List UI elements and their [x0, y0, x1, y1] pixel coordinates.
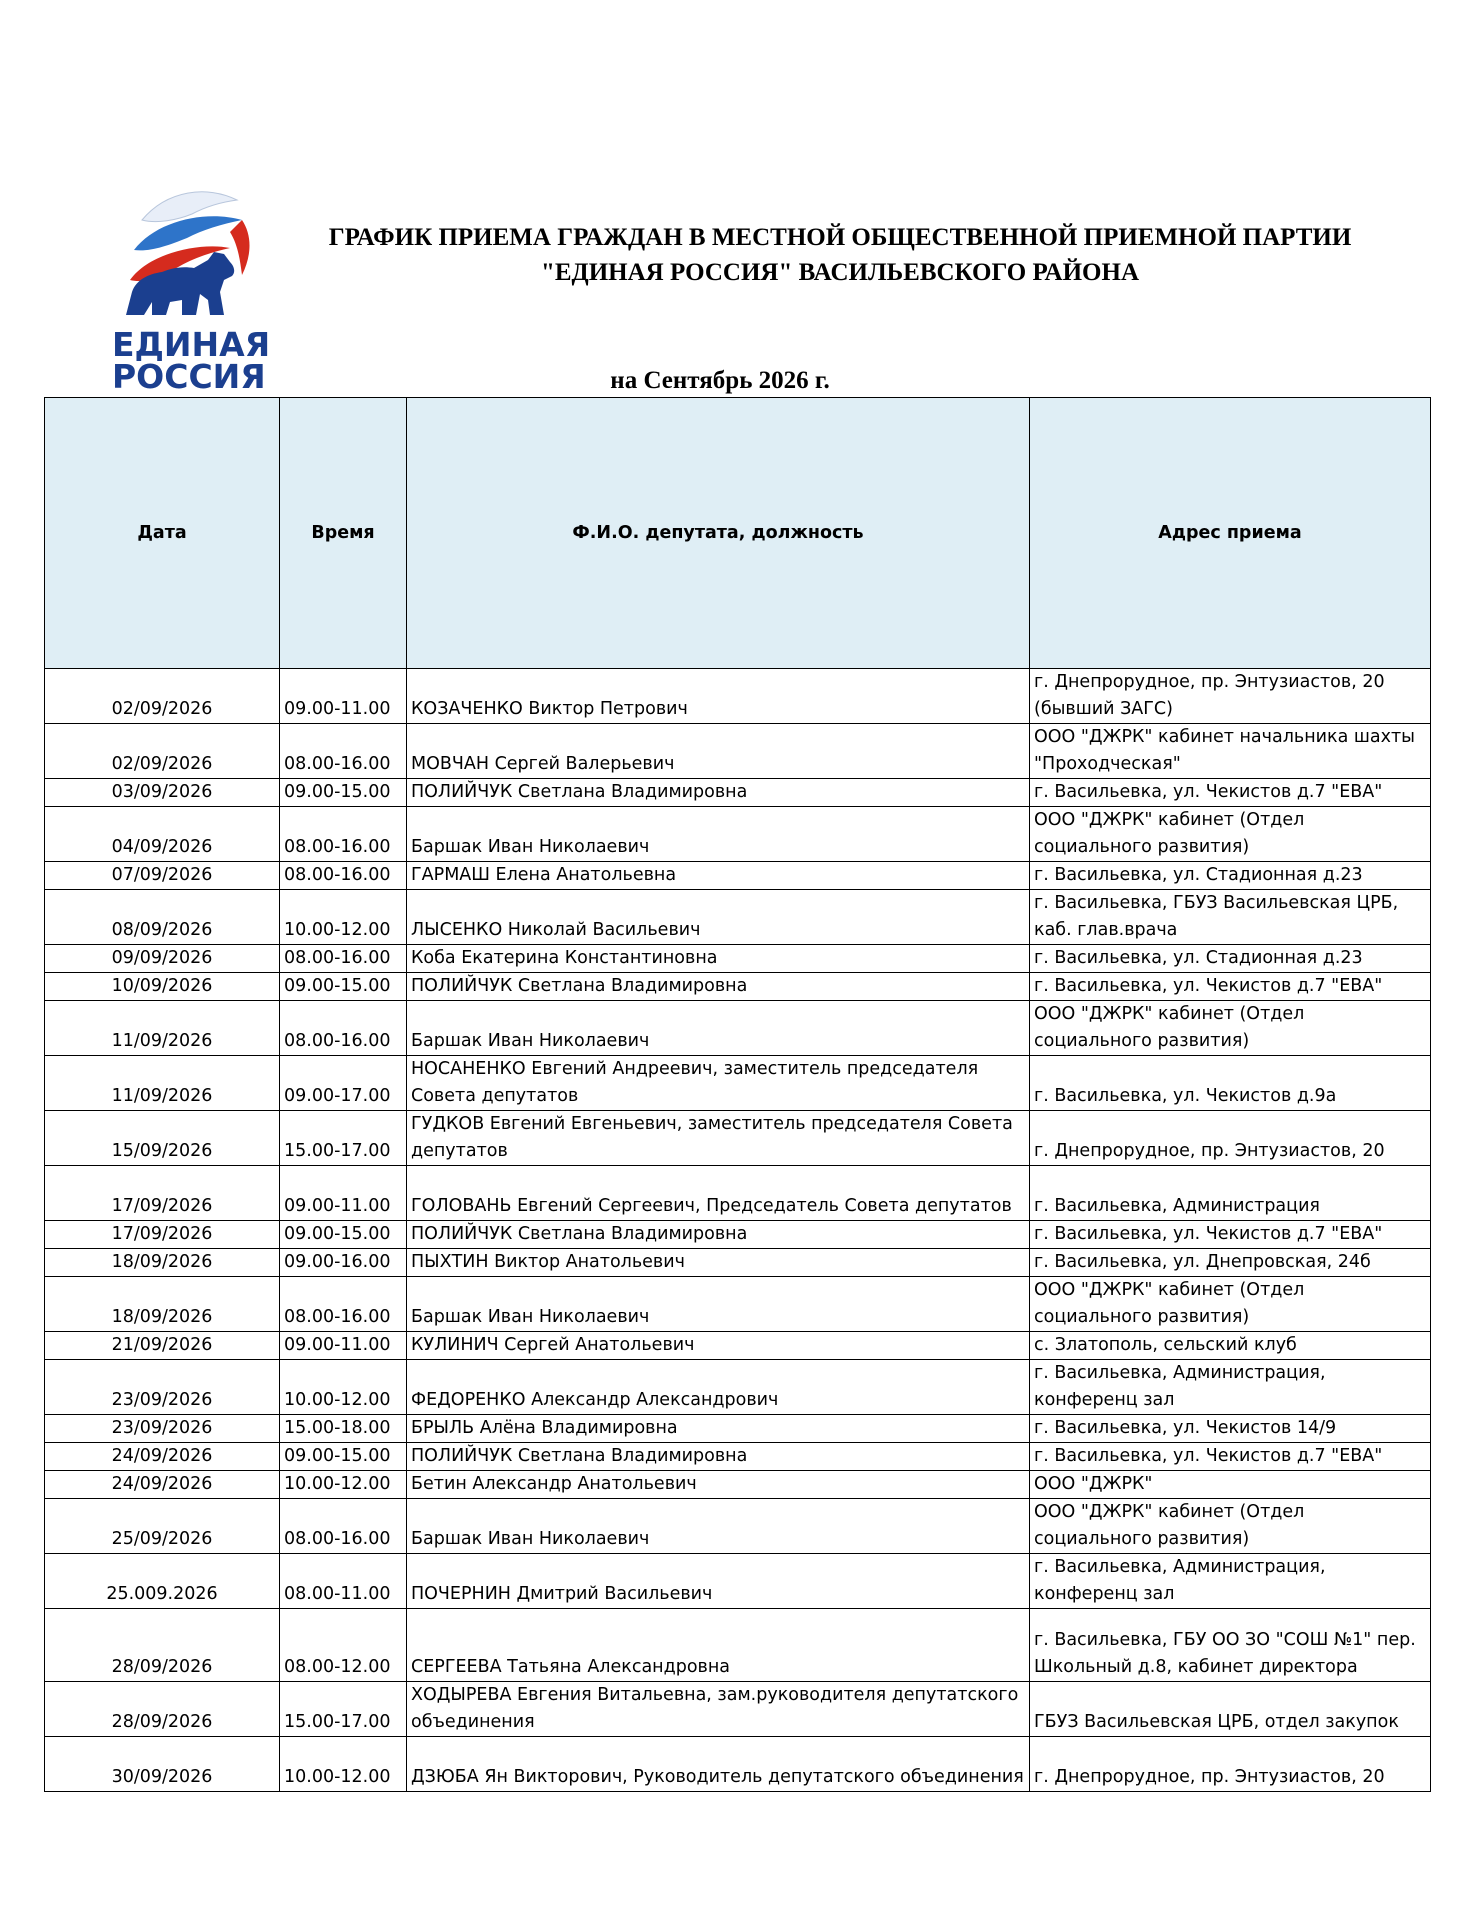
cell-address: ГБУЗ Васильевская ЦРБ, отдел закупок	[1030, 1682, 1431, 1737]
cell-time: 09.00-11.00	[280, 1166, 407, 1221]
table-row	[45, 1277, 1431, 1332]
cell-time: 10.00-12.00	[280, 1737, 407, 1792]
table-row	[45, 1682, 1431, 1737]
cell-address: г. Днепрорудное, пр. Энтузиастов, 20	[1030, 1111, 1431, 1166]
table-row	[45, 807, 1431, 862]
table-row	[45, 973, 1431, 1001]
header-date: Дата	[45, 398, 280, 669]
cell-time: 10.00-12.00	[280, 890, 407, 945]
table-row	[45, 1111, 1431, 1166]
cell-address: г. Васильевка, ул. Чекистов 14/9	[1030, 1415, 1431, 1443]
cell-date: 28/09/2026	[45, 1609, 280, 1682]
cell-time: 08.00-16.00	[280, 1277, 407, 1332]
cell-address: г. Днепрорудное, пр. Энтузиастов, 20	[1030, 1737, 1431, 1792]
cell-address: ООО "ДЖРК" кабинет (Отдел социального развития)	[1030, 1001, 1431, 1056]
cell-time: 10.00-12.00	[280, 1471, 407, 1499]
cell-name: Коба Екатерина Константиновна	[407, 945, 1030, 973]
cell-name: МОВЧАН Сергей Валерьевич	[407, 724, 1030, 779]
cell-address: г. Васильевка, Администрация, конференц зал	[1030, 1554, 1431, 1609]
cell-name: Баршак Иван Николаевич	[407, 1499, 1030, 1554]
header-address: Адрес приема	[1030, 398, 1431, 669]
table-row	[45, 779, 1431, 807]
cell-time: 09.00-11.00	[280, 1332, 407, 1360]
cell-time: 09.00-15.00	[280, 1221, 407, 1249]
cell-address: ООО "ДЖРК" кабинет (Отдел социального развития)	[1030, 1277, 1431, 1332]
table-row	[45, 1166, 1431, 1221]
header-time: Время	[280, 398, 407, 669]
cell-time: 08.00-12.00	[280, 1609, 407, 1682]
table-row	[45, 1360, 1431, 1415]
cell-name: НОСАНЕНКО Евгений Андреевич, заместитель председателя Совета депутатов	[407, 1056, 1030, 1111]
cell-time: 08.00-16.00	[280, 807, 407, 862]
cell-address: г. Васильевка, ул. Стадионная д.23	[1030, 862, 1431, 890]
cell-name: СЕРГЕЕВА Татьяна Александровна	[407, 1609, 1030, 1682]
table-row	[45, 1221, 1431, 1249]
cell-name: ПОЧЕРНИН Дмитрий Васильевич	[407, 1554, 1030, 1609]
cell-time: 15.00-17.00	[280, 1682, 407, 1737]
cell-date: 07/09/2026	[45, 862, 280, 890]
cell-time: 15.00-17.00	[280, 1111, 407, 1166]
cell-address: г. Днепрорудное, пр. Энтузиастов, 20 (бывший ЗАГС)	[1030, 669, 1431, 724]
cell-date: 25/09/2026	[45, 1499, 280, 1554]
header-row	[45, 398, 1431, 669]
cell-name: КОЗАЧЕНКО Виктор Петрович	[407, 669, 1030, 724]
cell-time: 08.00-11.00	[280, 1554, 407, 1609]
title-line1: ГРАФИК ПРИЕМА ГРАЖДАН В МЕСТНОЙ ОБЩЕСТВЕННОЙ ПРИЕМНОЙ ПАРТИИ	[328, 224, 1352, 251]
cell-address: ООО "ДЖРК" кабинет (Отдел социального развития)	[1030, 1499, 1431, 1554]
cell-time: 09.00-15.00	[280, 1443, 407, 1471]
cell-address: с. Златополь, сельский клуб	[1030, 1332, 1431, 1360]
cell-date: 17/09/2026	[45, 1221, 280, 1249]
cell-address: г. Васильевка, ул. Чекистов д.7 "ЕВА"	[1030, 779, 1431, 807]
cell-name: ГАРМАШ Елена Анатольевна	[407, 862, 1030, 890]
cell-address: г. Васильевка, ул. Чекистов д.9а	[1030, 1056, 1431, 1111]
document-title	[280, 220, 1400, 290]
table-row	[45, 1001, 1431, 1056]
cell-date: 24/09/2026	[45, 1443, 280, 1471]
table-row	[45, 1554, 1431, 1609]
cell-time: 09.00-16.00	[280, 1249, 407, 1277]
cell-name: ДЗЮБА Ян Викторович, Руководитель депутатского объединения	[407, 1737, 1030, 1792]
cell-name: ГОЛОВАНЬ Евгений Сергеевич, Председатель Совета депутатов	[407, 1166, 1030, 1221]
schedule-table	[44, 397, 1431, 1792]
cell-date: 25.009.2026	[45, 1554, 280, 1609]
cell-date: 28/09/2026	[45, 1682, 280, 1737]
cell-name: ПОЛИЙЧУК Светлана Владимировна	[407, 1221, 1030, 1249]
table-row	[45, 945, 1431, 973]
cell-name: ПОЛИЙЧУК Светлана Владимировна	[407, 973, 1030, 1001]
cell-date: 21/09/2026	[45, 1332, 280, 1360]
cell-date: 30/09/2026	[45, 1737, 280, 1792]
cell-date: 09/09/2026	[45, 945, 280, 973]
cell-time: 10.00-12.00	[280, 1360, 407, 1415]
table-row	[45, 862, 1431, 890]
table-row	[45, 1737, 1431, 1792]
cell-date: 15/09/2026	[45, 1111, 280, 1166]
cell-address: г. Васильевка, ул. Чекистов д.7 "ЕВА"	[1030, 973, 1431, 1001]
table-row	[45, 669, 1431, 724]
table-row	[45, 1056, 1431, 1111]
cell-time: 15.00-18.00	[280, 1415, 407, 1443]
flag-bear-emblem-icon	[112, 180, 262, 330]
cell-time: 08.00-16.00	[280, 945, 407, 973]
cell-time: 08.00-16.00	[280, 862, 407, 890]
cell-address: г. Васильевка, ул. Стадионная д.23	[1030, 945, 1431, 973]
cell-name: ПОЛИЙЧУК Светлана Владимировна	[407, 1443, 1030, 1471]
logo-line2: РОССИЯ	[112, 357, 266, 396]
cell-date: 18/09/2026	[45, 1249, 280, 1277]
logo-line1: ЕДИНАЯ	[112, 325, 271, 364]
cell-date: 18/09/2026	[45, 1277, 280, 1332]
table-row	[45, 1332, 1431, 1360]
cell-time: 08.00-16.00	[280, 1001, 407, 1056]
cell-name: КУЛИНИЧ Сергей Анатольевич	[407, 1332, 1030, 1360]
table-row	[45, 724, 1431, 779]
cell-date: 11/09/2026	[45, 1056, 280, 1111]
cell-address: ООО "ДЖРК"	[1030, 1471, 1431, 1499]
cell-date: 04/09/2026	[45, 807, 280, 862]
cell-address: г. Васильевка, ул. Чекистов д.7 "ЕВА"	[1030, 1221, 1431, 1249]
cell-name: ПЫХТИН Виктор Анатольевич	[407, 1249, 1030, 1277]
cell-date: 23/09/2026	[45, 1415, 280, 1443]
cell-time: 09.00-15.00	[280, 973, 407, 1001]
cell-date: 23/09/2026	[45, 1360, 280, 1415]
cell-address: г. Васильевка, ГБУЗ Васильевская ЦРБ, каб. глав.врача	[1030, 890, 1431, 945]
cell-date: 02/09/2026	[45, 669, 280, 724]
table-row	[45, 1609, 1431, 1682]
cell-time: 09.00-17.00	[280, 1056, 407, 1111]
table-row	[45, 1443, 1431, 1471]
cell-name: Баршак Иван Николаевич	[407, 1277, 1030, 1332]
cell-date: 24/09/2026	[45, 1471, 280, 1499]
cell-address: г. Васильевка, ул. Днепровская, 24б	[1030, 1249, 1431, 1277]
table-row	[45, 1471, 1431, 1499]
cell-date: 03/09/2026	[45, 779, 280, 807]
cell-date: 11/09/2026	[45, 1001, 280, 1056]
cell-name: БРЫЛЬ Алёна Владимировна	[407, 1415, 1030, 1443]
cell-date: 08/09/2026	[45, 890, 280, 945]
party-logo	[112, 180, 271, 396]
table-row	[45, 1249, 1431, 1277]
cell-name: ГУДКОВ Евгений Евгеньевич, заместитель председателя Совета депутатов	[407, 1111, 1030, 1166]
cell-address: ООО "ДЖРК" кабинет начальника шахты "Проходческая"	[1030, 724, 1431, 779]
table-row	[45, 890, 1431, 945]
cell-address: г. Васильевка, ГБУ ОО ЗО "СОШ №1" пер. Школьный д.8, кабинет директора	[1030, 1609, 1431, 1682]
cell-time: 09.00-11.00	[280, 669, 407, 724]
cell-address: ООО "ДЖРК" кабинет (Отдел социального развития)	[1030, 807, 1431, 862]
cell-name: ФЕДОРЕНКО Александр Александрович	[407, 1360, 1030, 1415]
cell-name: ПОЛИЙЧУК Светлана Владимировна	[407, 779, 1030, 807]
table-row	[45, 1499, 1431, 1554]
cell-name: ЛЫСЕНКО Николай Васильевич	[407, 890, 1030, 945]
cell-address: г. Васильевка, ул. Чекистов д.7 "ЕВА"	[1030, 1443, 1431, 1471]
cell-time: 09.00-15.00	[280, 779, 407, 807]
cell-address: г. Васильевка, Администрация	[1030, 1166, 1431, 1221]
cell-date: 17/09/2026	[45, 1166, 280, 1221]
cell-name: Бетин Александр Анатольевич	[407, 1471, 1030, 1499]
cell-time: 08.00-16.00	[280, 1499, 407, 1554]
cell-time: 08.00-16.00	[280, 724, 407, 779]
table-row	[45, 1415, 1431, 1443]
cell-name: ХОДЫРЕВА Евгения Витальевна, зам.руководителя депутатского объединения	[407, 1682, 1030, 1737]
cell-date: 10/09/2026	[45, 973, 280, 1001]
period-label: на Сентябрь 2026 г.	[610, 367, 830, 394]
header-name: Ф.И.О. депутата, должность	[407, 398, 1030, 669]
title-line2: "ЕДИНАЯ РОССИЯ" ВАСИЛЬЕВСКОГО РАЙОНА	[540, 259, 1140, 286]
cell-name: Баршак Иван Николаевич	[407, 807, 1030, 862]
cell-name: Баршак Иван Николаевич	[407, 1001, 1030, 1056]
cell-address: г. Васильевка, Администрация, конференц зал	[1030, 1360, 1431, 1415]
cell-date: 02/09/2026	[45, 724, 280, 779]
